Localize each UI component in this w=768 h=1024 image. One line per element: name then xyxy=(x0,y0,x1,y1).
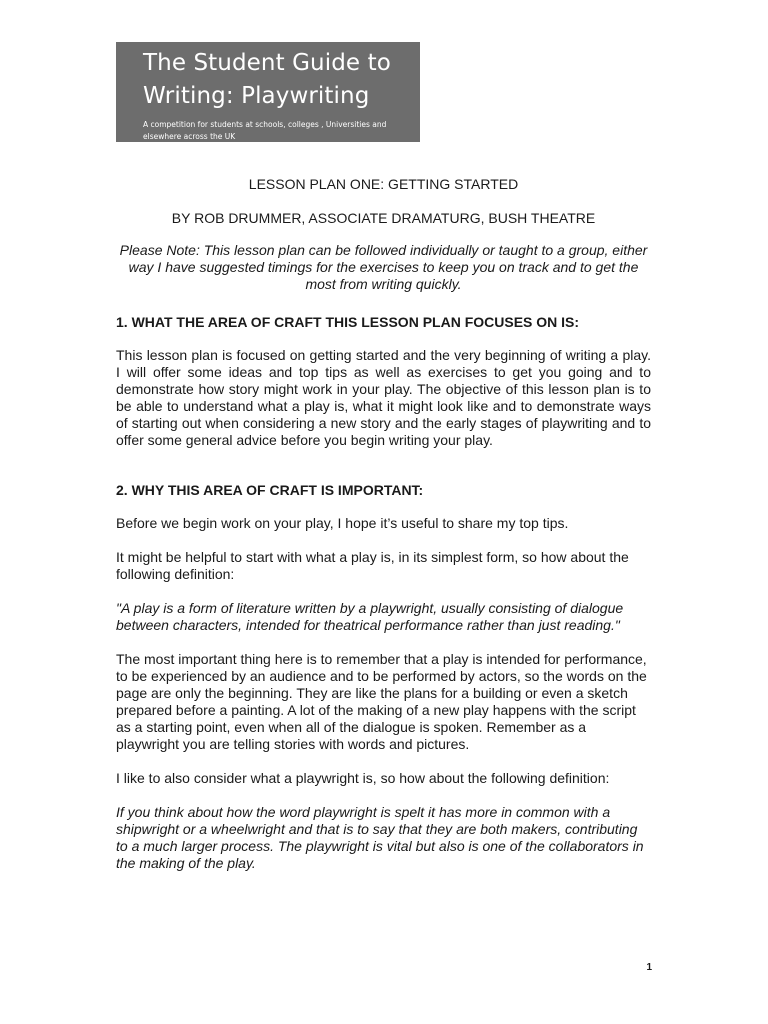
lesson-title: LESSON PLAN ONE: GETTING STARTED xyxy=(248,176,519,192)
play-definition-quote: "A play is a form of literature written by a playwright, usually consisting of dialogue between characters, intended for theatrical performance rather than just reading." xyxy=(116,600,624,633)
section2-paragraph-2: It might be helpful to start with what a play is, in its simplest form, so how about the following definition: xyxy=(116,549,629,582)
banner-title-line1: The Student Guide to xyxy=(143,50,391,76)
section2-heading: 2. WHY THIS AREA OF CRAFT IS IMPORTANT: xyxy=(116,482,424,498)
please-note: Please Note: This lesson plan can be followed individually or taught to a group, either way I have suggested timings for the exercises to keep you on track and to get the most from writing quickly. xyxy=(119,242,648,292)
section2-paragraph-3: The most important thing here is to remember that a play is intended for performance, to be experienced by an audience and to be performed by actors, so the words on the page are only the beginning. They are like the plans for a building or even a sketch prepared before a painting. A lot of the making of a new play happens with the script as a starting point, even when all of the dialogue is spoken. Remember as a playwright you are telling stories with words and pictures. xyxy=(116,651,647,752)
section2-paragraph-1: Before we begin work on your play, I hope it’s useful to share my top tips. xyxy=(116,515,569,531)
author-byline: BY ROB DRUMMER, ASSOCIATE DRAMATURG, BUSH THEATRE xyxy=(171,210,596,226)
section1-heading: 1. WHAT THE AREA OF CRAFT THIS LESSON PLAN FOCUSES ON IS: xyxy=(116,314,580,330)
page-number: 1 xyxy=(646,962,652,973)
header-banner xyxy=(116,42,420,142)
playwright-definition: If you think about how the word playwright is spelt it has more in common with a shipwright or a wheelwright and that is to say that they are both makers, contributing to a much larger process. The playwright is vital but also is one of the collaborators in the making of the play. xyxy=(116,804,644,871)
section1-body: This lesson plan is focused on getting started and the very beginning of writing a play. I will offer some ideas and top tips as well as exercises to get you going and to demonstrate how story might work in your play. The objective of this lesson plan is to be able to understand what a play is, what it might look like and to demonstrate ways of starting out when considering a new story and the early stages of playwriting and to offer some general advice before you begin writing your play. xyxy=(116,347,651,448)
document-body xyxy=(116,176,651,872)
section2-paragraph-4: I like to also consider what a playwright is, so how about the following definition: xyxy=(116,770,610,786)
banner-title-line2: Writing: Playwriting xyxy=(143,83,370,109)
banner-subtitle: A competition for students at schools, colleges , Universities and elsewhere across the UK xyxy=(143,120,387,141)
